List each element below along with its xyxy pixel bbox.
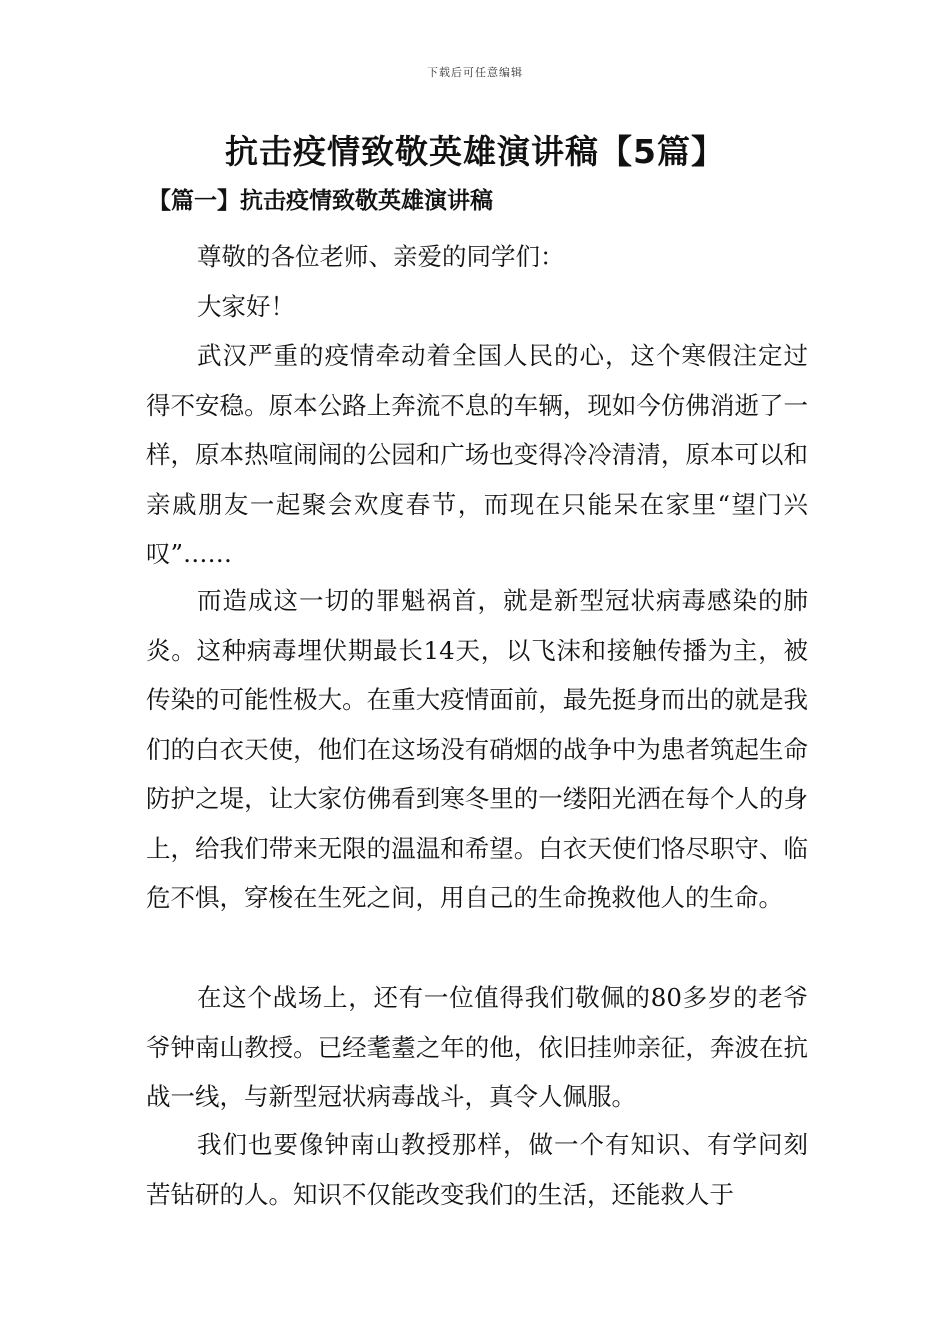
document-title: 抗击疫情致敬英雄演讲稿【5篇】	[225, 132, 725, 171]
salutation-paragraph: 尊敬的各位老师、亲爱的同学们：	[197, 242, 565, 271]
body-paragraph-2: 而造成这一切的罪魁祸首，就是新型冠状病毒感染的肺炎。这种病毒埋伏期最长14天，以飞沫和接触传播为主，被传染的可能性极大。在重大疫情面前，最先挺身而出的就是我们的白衣天使，他们在这场没有硝烟的战争中为患者筑起生命防护之堤，让大家仿佛看到寒冬里的一缕阳光洒在每个人的身上，给我们带来无限的温温和希望。白衣天使们恪尽职守、临危不惧，穿梭在生死之间，用自己的生命挽救他人的生命。	[146, 586, 808, 912]
greeting-paragraph: 大家好！	[197, 292, 295, 321]
section-heading: 【篇一】抗击疫情致敬英雄演讲稿	[148, 187, 493, 214]
header-note: 下载后可任意编辑	[427, 66, 523, 79]
body-paragraph-3: 在这个战场上，还有一位值得我们敬佩的80多岁的老爷爷钟南山教授。已经耄耋之年的他，依旧挂帅亲征，奔波在抗战一线，与新型冠状病毒战斗，真令人佩服。	[146, 983, 808, 1111]
body-paragraph-4: 我们也要像钟南山教授那样，做一个有知识、有学问刻苦钻研的人。知识不仅能改变我们的生活，还能救人于	[146, 1130, 808, 1209]
body-paragraph-1: 武汉严重的疫情牵动着全国人民的心，这个寒假注定过得不安稳。原本公路上奔流不息的车辆，现如今仿佛消逝了一样，原本热喧闹闹的公园和广场也变得冷冷清清，原本可以和亲戚朋友一起聚会欢度春节，而现在只能呆在家里“望门兴叹”……	[146, 341, 808, 568]
